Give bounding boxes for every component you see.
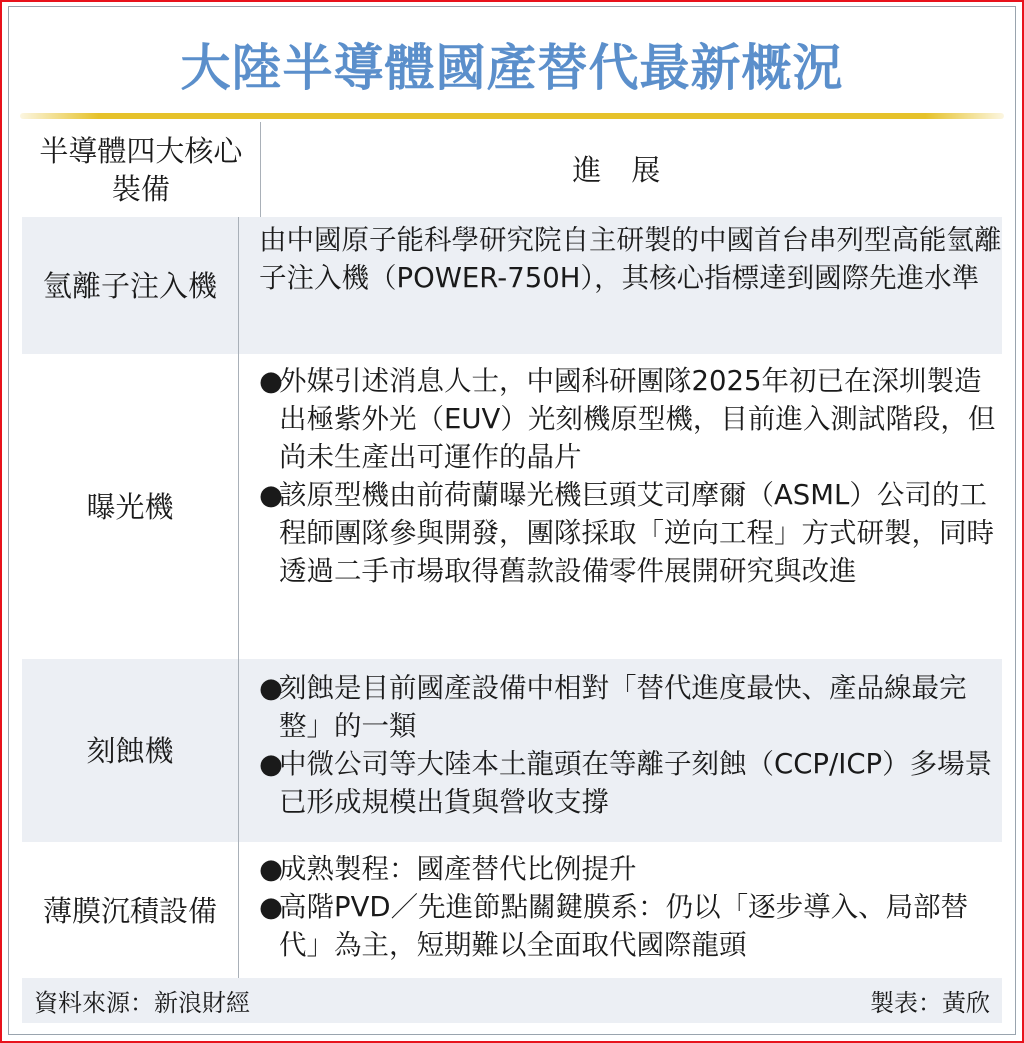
table-row-thin-film-deposition bbox=[22, 842, 1002, 979]
chart-credit: 製表：黃欣 bbox=[870, 989, 990, 1017]
data-source: 資料來源：新浪財經 bbox=[34, 989, 250, 1017]
header-progress: 進展 bbox=[260, 122, 1002, 217]
bullet-text: 外媒引述消息人士，中國科研團隊2025年初已在深圳製造出極紫外光（EUV）光刻機原型機，目前進入測試階段，但尚未生產出可運作的晶片 bbox=[279, 365, 996, 473]
bullet-text: 刻蝕是目前國產設備中相對「替代進度最快、產品線最完整」的一類 bbox=[279, 672, 967, 742]
bullet-item bbox=[259, 888, 1002, 964]
bullet-icon: ● bbox=[259, 748, 283, 780]
bullet-icon: ● bbox=[259, 365, 283, 397]
equipment-cell: 刻蝕機 bbox=[22, 659, 238, 842]
table-row-lithography bbox=[22, 354, 1002, 659]
bullet-item bbox=[259, 669, 1002, 745]
page-title: 大陸半導體國產替代最新概況 bbox=[180, 39, 844, 97]
equipment-cell: 薄膜沉積設備 bbox=[42, 893, 217, 928]
title-divider bbox=[20, 113, 1004, 119]
bullet-icon: ● bbox=[259, 853, 283, 885]
bullet-text: 高階PVD／先進節點關鍵膜系：仍以「逐步導入、局部替代」為主，短期難以全面取代國際龍頭 bbox=[279, 891, 969, 961]
table-row-etcher bbox=[22, 659, 1002, 842]
bullet-item bbox=[259, 745, 1002, 821]
bullet-text: 中微公司等大陸本土龍頭在等離子刻蝕（CCP/ICP）多場景已形成規模出貨與營收支撐 bbox=[279, 748, 993, 818]
bullet-icon: ● bbox=[259, 672, 283, 704]
progress-cell bbox=[238, 217, 1002, 354]
bullet-item bbox=[259, 850, 1002, 888]
progress-cell bbox=[238, 659, 1002, 842]
header-equipment: 半導體四大核心裝備 bbox=[39, 133, 243, 206]
bullet-icon: ● bbox=[259, 891, 283, 923]
table-row-ion-implanter bbox=[22, 217, 1002, 354]
bullet-item bbox=[259, 362, 1002, 476]
bullet-item bbox=[259, 476, 1002, 590]
bullet-text: 成熟製程：國產替代比例提升 bbox=[279, 853, 637, 885]
bullet-icon: ● bbox=[259, 479, 283, 511]
table-header-row bbox=[22, 122, 1002, 217]
progress-cell bbox=[238, 842, 1002, 979]
footer-bar bbox=[22, 978, 1002, 1023]
bullet-text: 該原型機由前荷蘭曝光機巨頭艾司摩爾（ASML）公司的工程師團隊參與開發，團隊採取「逆向工程」方式研製，同時透過二手市場取得舊款設備零件展開研究與改進 bbox=[279, 479, 994, 587]
equipment-cell: 氫離子注入機 bbox=[22, 217, 238, 354]
progress-table bbox=[22, 122, 1002, 979]
progress-cell bbox=[238, 354, 1002, 659]
equipment-cell: 曝光機 bbox=[86, 489, 174, 524]
progress-text: 由中國原子能科學研究院自主研製的中國首台串列型高能氫離子注入機（POWER-750H），其核心指標達到國際先進水準 bbox=[259, 224, 1002, 294]
